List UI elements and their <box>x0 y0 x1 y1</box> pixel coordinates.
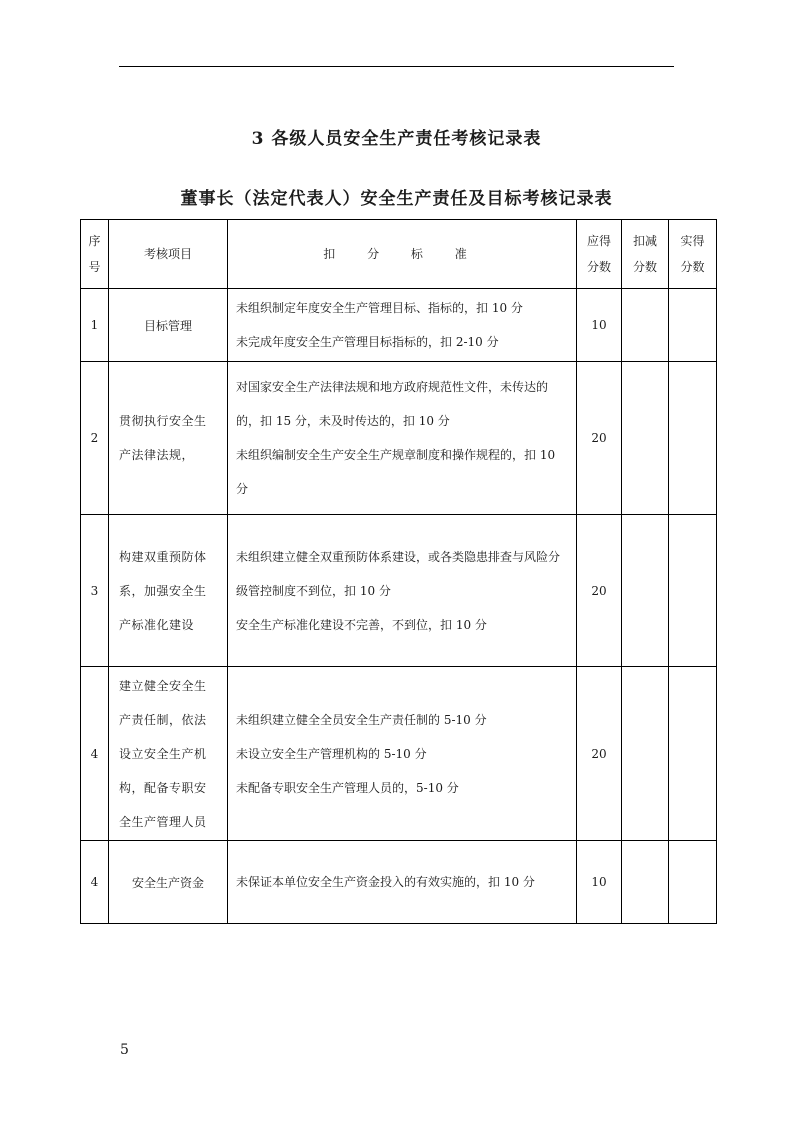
row-seq: 3 <box>81 515 109 667</box>
criteria-line: 未完成年度安全生产管理目标指标的，扣 2-10 分 <box>236 335 499 349</box>
row-criteria <box>228 515 577 667</box>
row-item: 构建双重预防体系，加强安全生产标准化建设 <box>109 515 228 667</box>
row-score: 10 <box>577 289 622 362</box>
page-number: 5 <box>120 1042 129 1058</box>
criteria-line: 未设立安全生产管理机构的 5-10 分 <box>236 746 427 761</box>
table-row <box>81 362 717 515</box>
row-seq: 4 <box>81 841 109 924</box>
header-seq-line1: 序 <box>88 234 101 248</box>
row-deduct <box>622 515 669 667</box>
row-criteria <box>228 362 577 515</box>
row-score: 20 <box>577 667 622 841</box>
header-deduct-score <box>622 220 669 289</box>
criteria-line: 对国家安全生产法律法规和地方政府规范性文件，未传达的的，扣 15 分，未及时传达的，扣 10 分 <box>236 380 549 428</box>
header-actual-score <box>669 220 717 289</box>
table-row <box>81 289 717 362</box>
row-item: 目标管理 <box>109 289 228 362</box>
header-criteria-label: 扣 分 标 准 <box>323 247 481 261</box>
assessment-table <box>80 219 717 924</box>
criteria-line: 未保证本单位安全生产资金投入的有效实施的，扣 10 分 <box>236 875 535 889</box>
row-actual <box>669 362 717 515</box>
table-row <box>81 515 717 667</box>
row-deduct <box>622 289 669 362</box>
criteria-line: 未组织建立健全双重预防体系建设，或各类隐患排查与风险分级管控制度不到位，扣 10 分 <box>236 549 561 598</box>
table-title: 董事长（法定代表人）安全生产责任及目标考核记录表 <box>180 189 613 209</box>
row-actual <box>669 289 717 362</box>
header-rule <box>119 66 674 67</box>
table-row <box>81 667 717 841</box>
row-actual <box>669 667 717 841</box>
row-score: 20 <box>577 515 622 667</box>
header-item: 考核项目 <box>109 220 228 289</box>
row-actual <box>669 841 717 924</box>
row-deduct <box>622 667 669 841</box>
row-seq: 4 <box>81 667 109 841</box>
criteria-line: 未组织编制安全生产安全生产规章制度和操作规程的，扣 10 分 <box>236 448 556 496</box>
header-actual-line1: 实得 <box>680 234 705 248</box>
table-header-row <box>81 220 717 289</box>
header-seq-line2: 号 <box>88 260 101 274</box>
row-item: 安全生产资金 <box>109 841 228 924</box>
row-criteria <box>228 289 577 362</box>
header-actual-line2: 分数 <box>680 260 705 274</box>
row-score: 10 <box>577 841 622 924</box>
row-criteria <box>228 841 577 924</box>
row-deduct <box>622 362 669 515</box>
criteria-line: 安全生产标准化建设不完善，不到位，扣 10 分 <box>236 617 487 632</box>
row-score: 20 <box>577 362 622 515</box>
section-title: 3 各级人员安全生产责任考核记录表 <box>251 129 542 149</box>
row-deduct <box>622 841 669 924</box>
row-actual <box>669 515 717 667</box>
criteria-line: 未组织制定年度安全生产管理目标、指标的，扣 10 分 <box>236 301 523 315</box>
table-row <box>81 841 717 924</box>
header-seq <box>81 220 109 289</box>
criteria-line: 未组织建立健全全员安全生产责任制的 5-10 分 <box>236 712 487 727</box>
row-item: 贯彻执行安全生产法律法规， <box>109 362 228 515</box>
row-seq: 2 <box>81 362 109 515</box>
header-criteria <box>228 220 577 289</box>
criteria-line: 未配备专职安全生产管理人员的，5-10 分 <box>236 780 459 795</box>
row-item: 建立健全安全生产责任制，依法设立安全生产机构，配备专职安全生产管理人员 <box>109 667 228 841</box>
header-due-line1: 应得 <box>586 234 611 248</box>
header-due-line2: 分数 <box>586 260 611 274</box>
header-deduct-line1: 扣减 <box>632 234 657 248</box>
header-due-score <box>577 220 622 289</box>
row-criteria <box>228 667 577 841</box>
header-deduct-line2: 分数 <box>632 260 657 274</box>
row-seq: 1 <box>81 289 109 362</box>
